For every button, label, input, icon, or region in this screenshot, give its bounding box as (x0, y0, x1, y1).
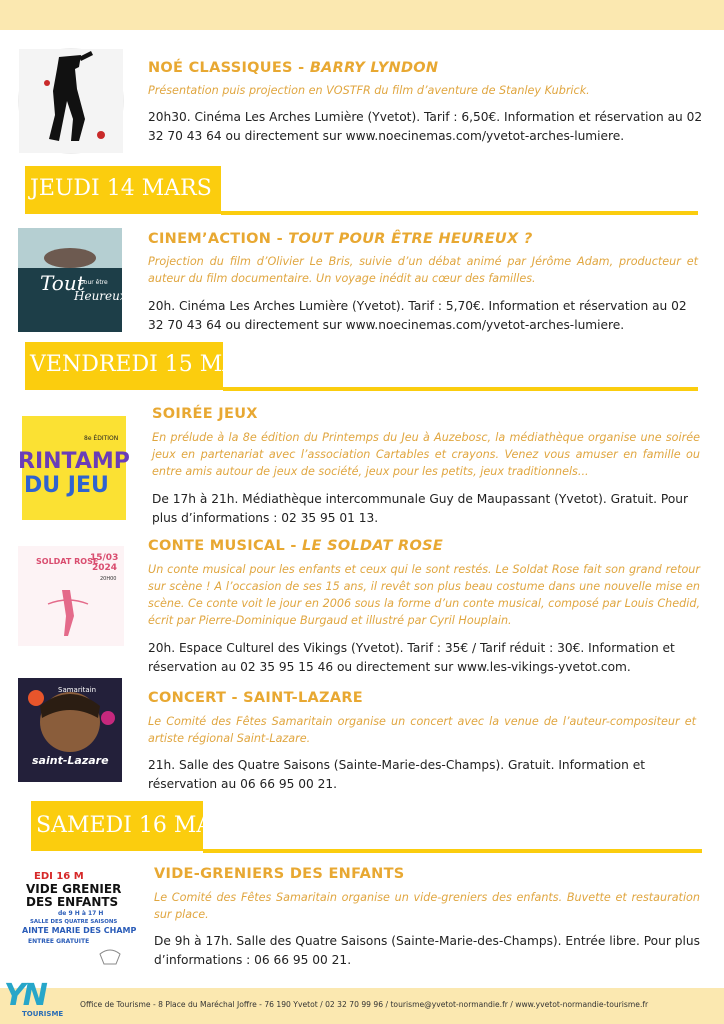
svg-text:RINTAMP: RINTAMP (18, 449, 130, 474)
film-poster-illustration (18, 228, 134, 332)
event-description: Présentation puis projection en VOSTFR du film d’aventure de Stanley Kubrick. (148, 84, 590, 97)
event-thumbnail-vide-greniers (20, 868, 136, 972)
svg-text:20H00: 20H00 (100, 576, 117, 582)
day-divider (221, 211, 698, 215)
svg-text:DU JEU: DU JEU (24, 473, 109, 498)
svg-text:VIDE GRENIER: VIDE GRENIER (26, 882, 122, 896)
svg-text:Samaritain: Samaritain (58, 686, 97, 694)
svg-text:ENTREE GRATUITE: ENTREE GRATUITE (28, 938, 90, 945)
event-description: Le Comité des Fêtes Samaritain organise un concert avec la venue de l’auteur-compositeur et artiste régional Saint-Lazare. (148, 715, 696, 745)
event-info: De 17h à 21h. Médiathèque intercommunale Guy de Maupassant (Yvetot). Gratuit. Pour plus d’informations : 02 35 95 01 13. (152, 492, 689, 525)
printemps-du-jeu-illustration (18, 416, 130, 520)
event-info: 20h30. Cinéma Les Arches Lumière (Yvetot). Tarif : 6,50€. Information et réservation au 02 32 70 43 64 ou directement sur www.noecinemas.com/yvetot-arches-lumiere. (148, 110, 703, 143)
svg-text:SALLE DES QUATRE SAISONS: SALLE DES QUATRE SAISONS (30, 919, 118, 925)
event-info: De 9h à 17h. Salle des Quatre Saisons (Sainte-Marie-des-Champs). Entrée libre. Pour plus d’informations : 06 66 95 00 21. (154, 934, 700, 967)
event-title: CONCERT - SAINT-LAZARE (148, 690, 364, 706)
svg-text:pour être: pour être (80, 279, 108, 286)
event-description: Un conte musical pour les enfants et ceux qui le sont restés. Le Soldat Rose fait son grand retour sur scène ! A l’occasion de ses 15 ans, il revêt son plus beau costume dans une nouvelle mise en scène. Ce conte voit le jour en 2006 sous la forme d’un conte musical, composé par Louis Chedid, écrit par Pierre-Dominique Burgaud et illustré par Cyril Houplain. (148, 563, 700, 627)
event-thumbnail-saint-lazare (18, 678, 122, 782)
svg-text:AINTE MARIE DES CHAMP: AINTE MARIE DES CHAMP (22, 926, 137, 935)
svg-text:saint-Lazare: saint-Lazare (32, 754, 109, 767)
event-info: 20h. Cinéma Les Arches Lumière (Yvetot). Tarif : 5,70€. Information et réservation au 02 32 70 43 64 ou directement sur www.noecinemas.com/yvetot-arches-lumiere. (148, 299, 687, 332)
event-thumbnail-printemps-du-jeu (18, 416, 130, 520)
event-info: 21h. Salle des Quatre Saisons (Sainte-Marie-des-Champs). Gratuit. Information et réservation au 06 66 95 00 21. (148, 758, 646, 791)
logo-mark: YN (4, 978, 45, 1013)
event-description: Le Comité des Fêtes Samaritain organise un vide-greniers des enfants. Buvette et restauration sur place. (154, 891, 700, 921)
concert-poster-illustration (18, 678, 122, 782)
svg-text:15/03: 15/03 (90, 553, 119, 563)
event-description: En prélude à la 8e édition du Printemps du Jeu à Auzebosc, la médiathèque organise une soirée jeux en partenariat avec l’association Cartables et crayons. Venez vous amuser en famille ou entre amis autour de jeux de société, jeux pour les petits, jeux traditionnels... (152, 431, 700, 478)
event-title: NOÉ CLASSIQUES - BARRY LYNDON (148, 60, 439, 76)
svg-text:8e ÉDITION: 8e ÉDITION (84, 435, 119, 442)
svg-text:2024: 2024 (92, 563, 118, 573)
logo-word: TOURISME (22, 1010, 64, 1018)
svg-text:de 9 H à 17 H: de 9 H à 17 H (58, 910, 104, 917)
event-title: CONTE MUSICAL - LE SOLDAT ROSE (148, 538, 444, 554)
svg-text:SOLDAT ROSE: SOLDAT ROSE (36, 557, 99, 566)
day-divider (203, 849, 702, 853)
day-header: JEUDI 14 MARS (30, 176, 212, 201)
event-info: 20h. Espace Culturel des Vikings (Yvetot). Tarif : 35€ / Tarif réduit : 30€. Information et réservation au 02 35 95 15 46 ou directement sur www.les-vikings-yvetot.com. (148, 641, 675, 674)
footer-contact: Office de Tourisme - 8 Place du Maréchal Joffre - 76 190 Yvetot / 02 32 70 99 96 / tourisme@yvetot-normandie.fr / www.yvetot-normandie-tourisme.fr (80, 1000, 649, 1009)
event-thumbnail-tout-pour-etre-heureux (18, 228, 134, 332)
top-band (0, 0, 724, 30)
poster-title-text: Tout (40, 271, 85, 295)
soldat-rose-poster (18, 546, 124, 646)
event-thumbnail-le-soldat-rose (18, 546, 124, 646)
event-thumbnail-barry-lyndon (18, 48, 124, 154)
event-title: VIDE-GRENIERS DES ENFANTS (154, 866, 405, 882)
day-header: VENDREDI 15 MARS (30, 352, 270, 377)
vide-greniers-flyer (20, 868, 136, 972)
svg-text:DES ENFANTS: DES ENFANTS (26, 895, 119, 909)
event-description: Projection du film d’Olivier Le Bris, suivie d’un débat animé par Jérôme Adam, producteur et auteur du film documentaire. Un voyage inédit au cœur des familles. (148, 255, 698, 285)
day-header: SAMEDI 16 MARS (36, 813, 244, 838)
day-divider (223, 387, 698, 391)
tourism-logo (4, 978, 74, 1022)
event-title: CINEM’ACTION - TOUT POUR ÊTRE HEUREUX ? (148, 231, 533, 247)
svg-text:Heureux?: Heureux? (74, 289, 134, 303)
svg-text:EDI 16 M: EDI 16 M (34, 871, 84, 882)
silhouette-illustration (19, 49, 123, 153)
event-title: SOIRÉE JEUX (152, 406, 258, 422)
